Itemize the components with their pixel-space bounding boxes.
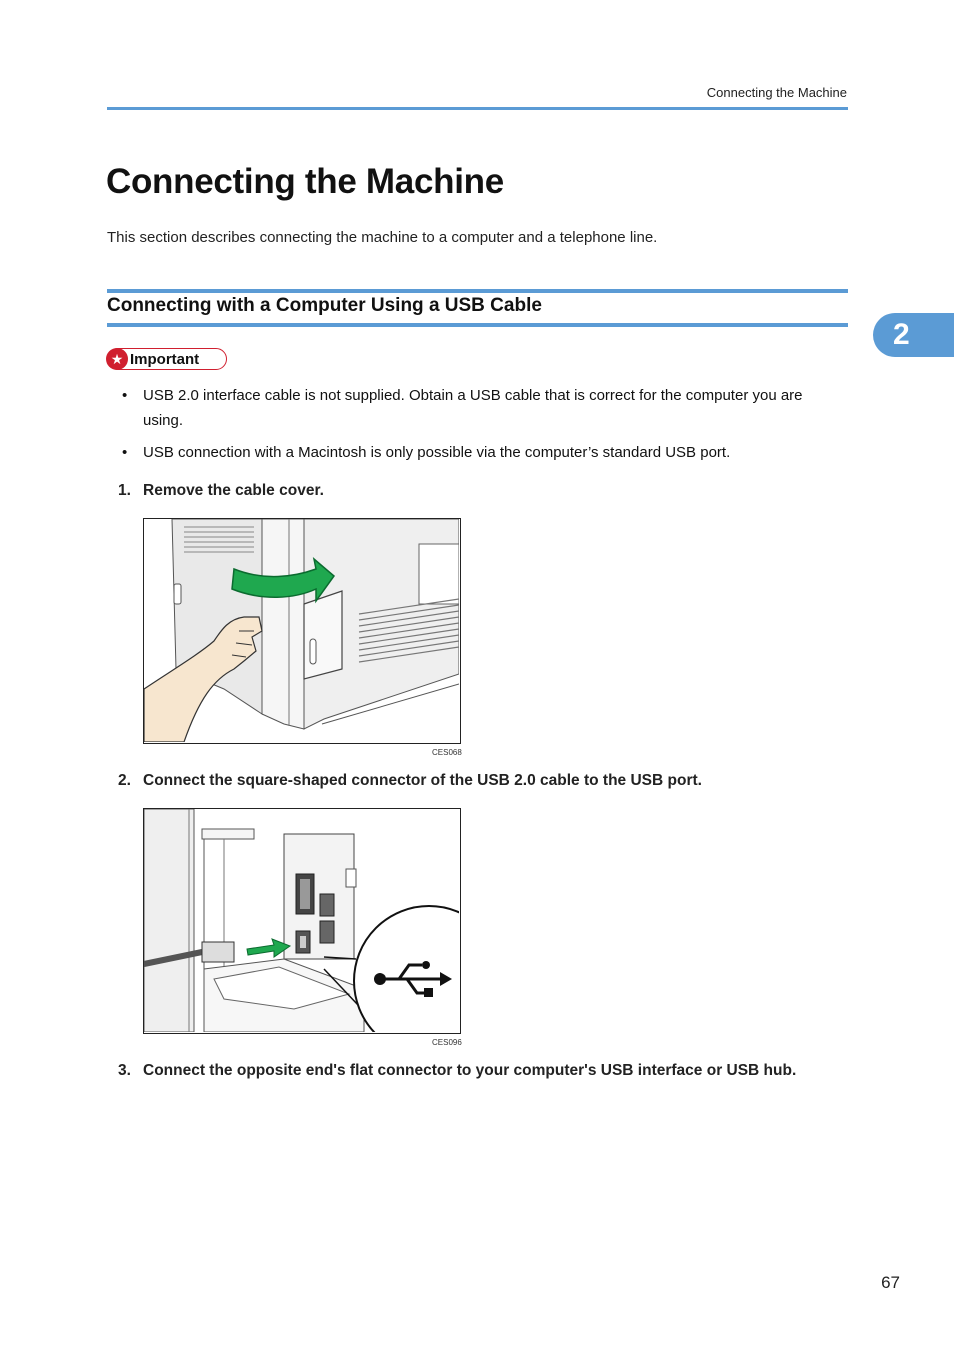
figure-code: CES068 [432, 748, 462, 757]
list-item: • USB connection with a Macintosh is only possible via the computer’s standard USB port. [120, 440, 840, 465]
figure-usb-port [143, 808, 461, 1034]
important-label: Important [130, 350, 200, 368]
step-text: Connect the square-shaped connector of the USB 2.0 cable to the USB port. [143, 772, 702, 789]
usb-port-illustration [144, 809, 459, 1032]
step-number: 2. [118, 772, 131, 789]
header-rule [107, 107, 848, 110]
step-number: 1. [118, 482, 131, 499]
figure-remove-cable-cover [143, 518, 461, 744]
step-2 [118, 772, 702, 790]
step-text: Connect the opposite end's flat connector to your computer's USB interface or USB hub. [143, 1062, 797, 1079]
page-number: 67 [881, 1273, 900, 1292]
figure-code: CES096 [432, 1038, 462, 1047]
intro-paragraph: This section describes connecting the machine to a computer and a telephone line. [107, 229, 658, 246]
printer-side-illustration [144, 519, 459, 742]
step-text: Remove the cable cover. [143, 482, 324, 499]
page-title: Connecting the Machine [106, 162, 504, 201]
important-list [120, 383, 840, 472]
section-rule-bottom [107, 323, 848, 327]
section-rule-top [107, 289, 848, 293]
star-icon: ★ [106, 348, 128, 370]
step-3 [118, 1062, 796, 1080]
step-number: 3. [118, 1062, 131, 1079]
list-item: • USB 2.0 interface cable is not supplied. Obtain a USB cable that is correct for the computer you are using. [120, 383, 840, 433]
important-badge [107, 348, 227, 370]
section-title: Connecting with a Computer Using a USB Cable [107, 295, 542, 316]
chapter-number: 2 [893, 318, 910, 351]
chapter-tab [873, 313, 954, 357]
step-1 [118, 482, 324, 500]
running-header: Connecting the Machine [706, 85, 847, 100]
